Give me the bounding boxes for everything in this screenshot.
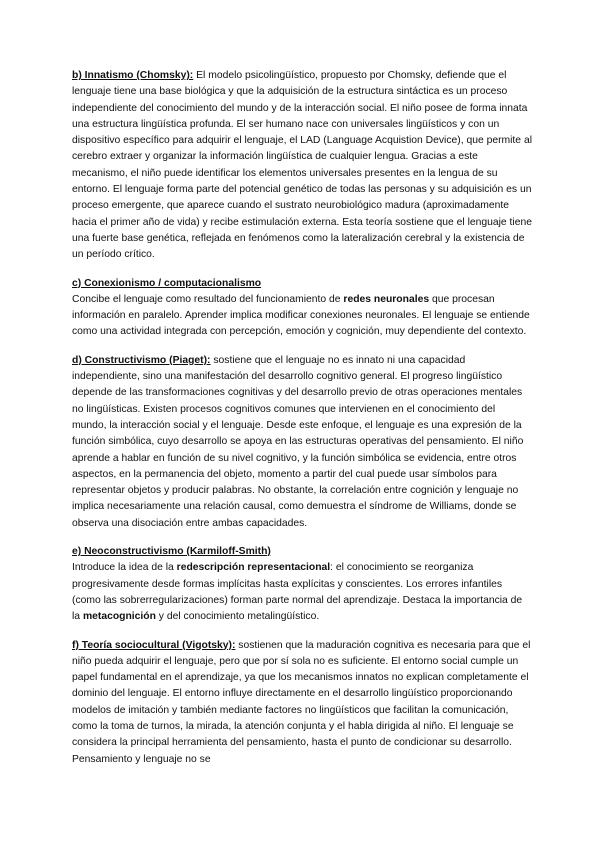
document-page bbox=[72, 68, 532, 780]
section-body-conexionismo-post: que procesan información en paralelo. Aprender implica modificar conexiones neuronales. El lenguaje se entiende como una actividad integrada con percepción, emoción y cognición, muy dependiente del contexto. bbox=[72, 293, 530, 338]
section-conexionismo bbox=[72, 276, 532, 341]
section-body-neoconstructivismo-pre: Introduce la idea de la bbox=[72, 562, 177, 574]
section-innatismo bbox=[72, 68, 532, 264]
section-body-conexionismo-pre: Concibe el lenguaje como resultado del funcionamiento de bbox=[72, 293, 344, 305]
section-heading-neoconstructivismo: e) Neoconstructivismo (Karmiloff-Smith) bbox=[72, 546, 271, 558]
section-body-neoconstructivismo-emph: redescripción representacional bbox=[176, 562, 331, 574]
section-heading-innatismo: b) Innatismo (Chomsky): bbox=[72, 70, 194, 81]
section-body-neoconstructivismo-emph2: metacognición bbox=[82, 611, 156, 623]
section-heading-sociocultural: f) Teoría sociocultural (Vigotsky): bbox=[72, 639, 236, 651]
section-heading-constructivismo: d) Constructivismo (Piaget): bbox=[72, 354, 211, 366]
section-body-conexionismo-emph: redes neuronales bbox=[343, 293, 430, 305]
section-sociocultural bbox=[72, 638, 532, 768]
section-body-constructivismo: sostiene que el lenguaje no es innato ni una capacidad independiente, sino una manifestación del desarrollo cognitivo general. El progreso lingüístico depende de las transformaciones cognitivas y del desarrollo previo de otras operaciones mentales no lingüísticas. Existen procesos cognitivos comunes que intervienen en el conocimiento del mundo, la interacción social y el lenguaje. Desde este enfoque, el lenguaje es una expresión de la función simbólica, cuyo desarrollo se apoya en las estructuras operativas del pensamiento. El niño aprende a hablar en función de su nivel cognitivo, y la función simbólica se evidencia, entre otros aspectos, en la permanencia del objeto, momento a partir del cual puede usar símbolos para representar objetos y producir palabras. No obstante, la correlación entre cognición y lenguaje no implica necesariamente una relación causal, como demuestra el síndrome de Williams, donde se observa una disociación entre ambas capacidades. bbox=[72, 354, 524, 529]
section-constructivismo bbox=[72, 353, 532, 532]
section-body-innatismo: El modelo psicolingüístico, propuesto por Chomsky, defiende que el lenguaje tiene una base biológica y que la adquisición de la estructura sintáctica es un proceso independiente del conocimiento del mundo y de la interacción social. El niño posee de forma innata una estructura lingüística profunda. El ser humano nace con universales lingüísticos y con un dispositivo específico para adquirir el lenguaje, el LAD (Language Acquistion Device), que permite al cerebro extraer y organizar la información lingüística de cualquier lengua. Gracias a este mecanismo, el niño puede identificar los elementos universales presentes en la lengua de su entorno. El lenguaje forma parte del potencial genético de todas las personas y su adquisición es un proceso emergente, que aparece cuando el sustrato neurobiológico madura (aproximadamente hacia el primer año de vida) y recibe estimulación externa. Esta teoría sostiene que el lenguaje tiene una fuerte base genética, reflejada en fenómenos como la lateralización cerebral y la existencia de un período crítico. bbox=[72, 70, 532, 261]
section-body-sociocultural: sostienen que la maduración cognitiva es necesaria para que el niño pueda adquirir el lenguaje, pero que por sí sola no es suficiente. El entorno social cumple un papel fundamental en el aprendizaje, ya que los mecanismos innatos no explican completamente el dominio del lenguaje. El entorno influye directamente en el desarrollo lingüístico proporcionando modelos de imitación y también mediante factores no lingüísticos que facilitan la comunicación, como la toma de turnos, la mirada, la atención conjunta y el habla dirigida al niño. El lenguaje se considera la principal herramienta del pensamiento, hasta el punto de condicionar su desarrollo. Pensamiento y lenguaje no se bbox=[72, 639, 531, 765]
section-body-neoconstructivismo-mid: : el conocimiento se reorganiza progresivamente desde formas implícitas hasta explícitas y conscientes. Los errores infantiles (como las sobrerregularizaciones) forman parte normal del aprendizaje. Destaca la importancia de la bbox=[72, 562, 523, 623]
section-body-neoconstructivismo-post: y del conocimiento metalingüístico. bbox=[155, 611, 320, 623]
section-neoconstructivismo bbox=[72, 544, 532, 625]
section-heading-conexionismo: c) Conexionismo / computacionalismo bbox=[72, 277, 262, 289]
